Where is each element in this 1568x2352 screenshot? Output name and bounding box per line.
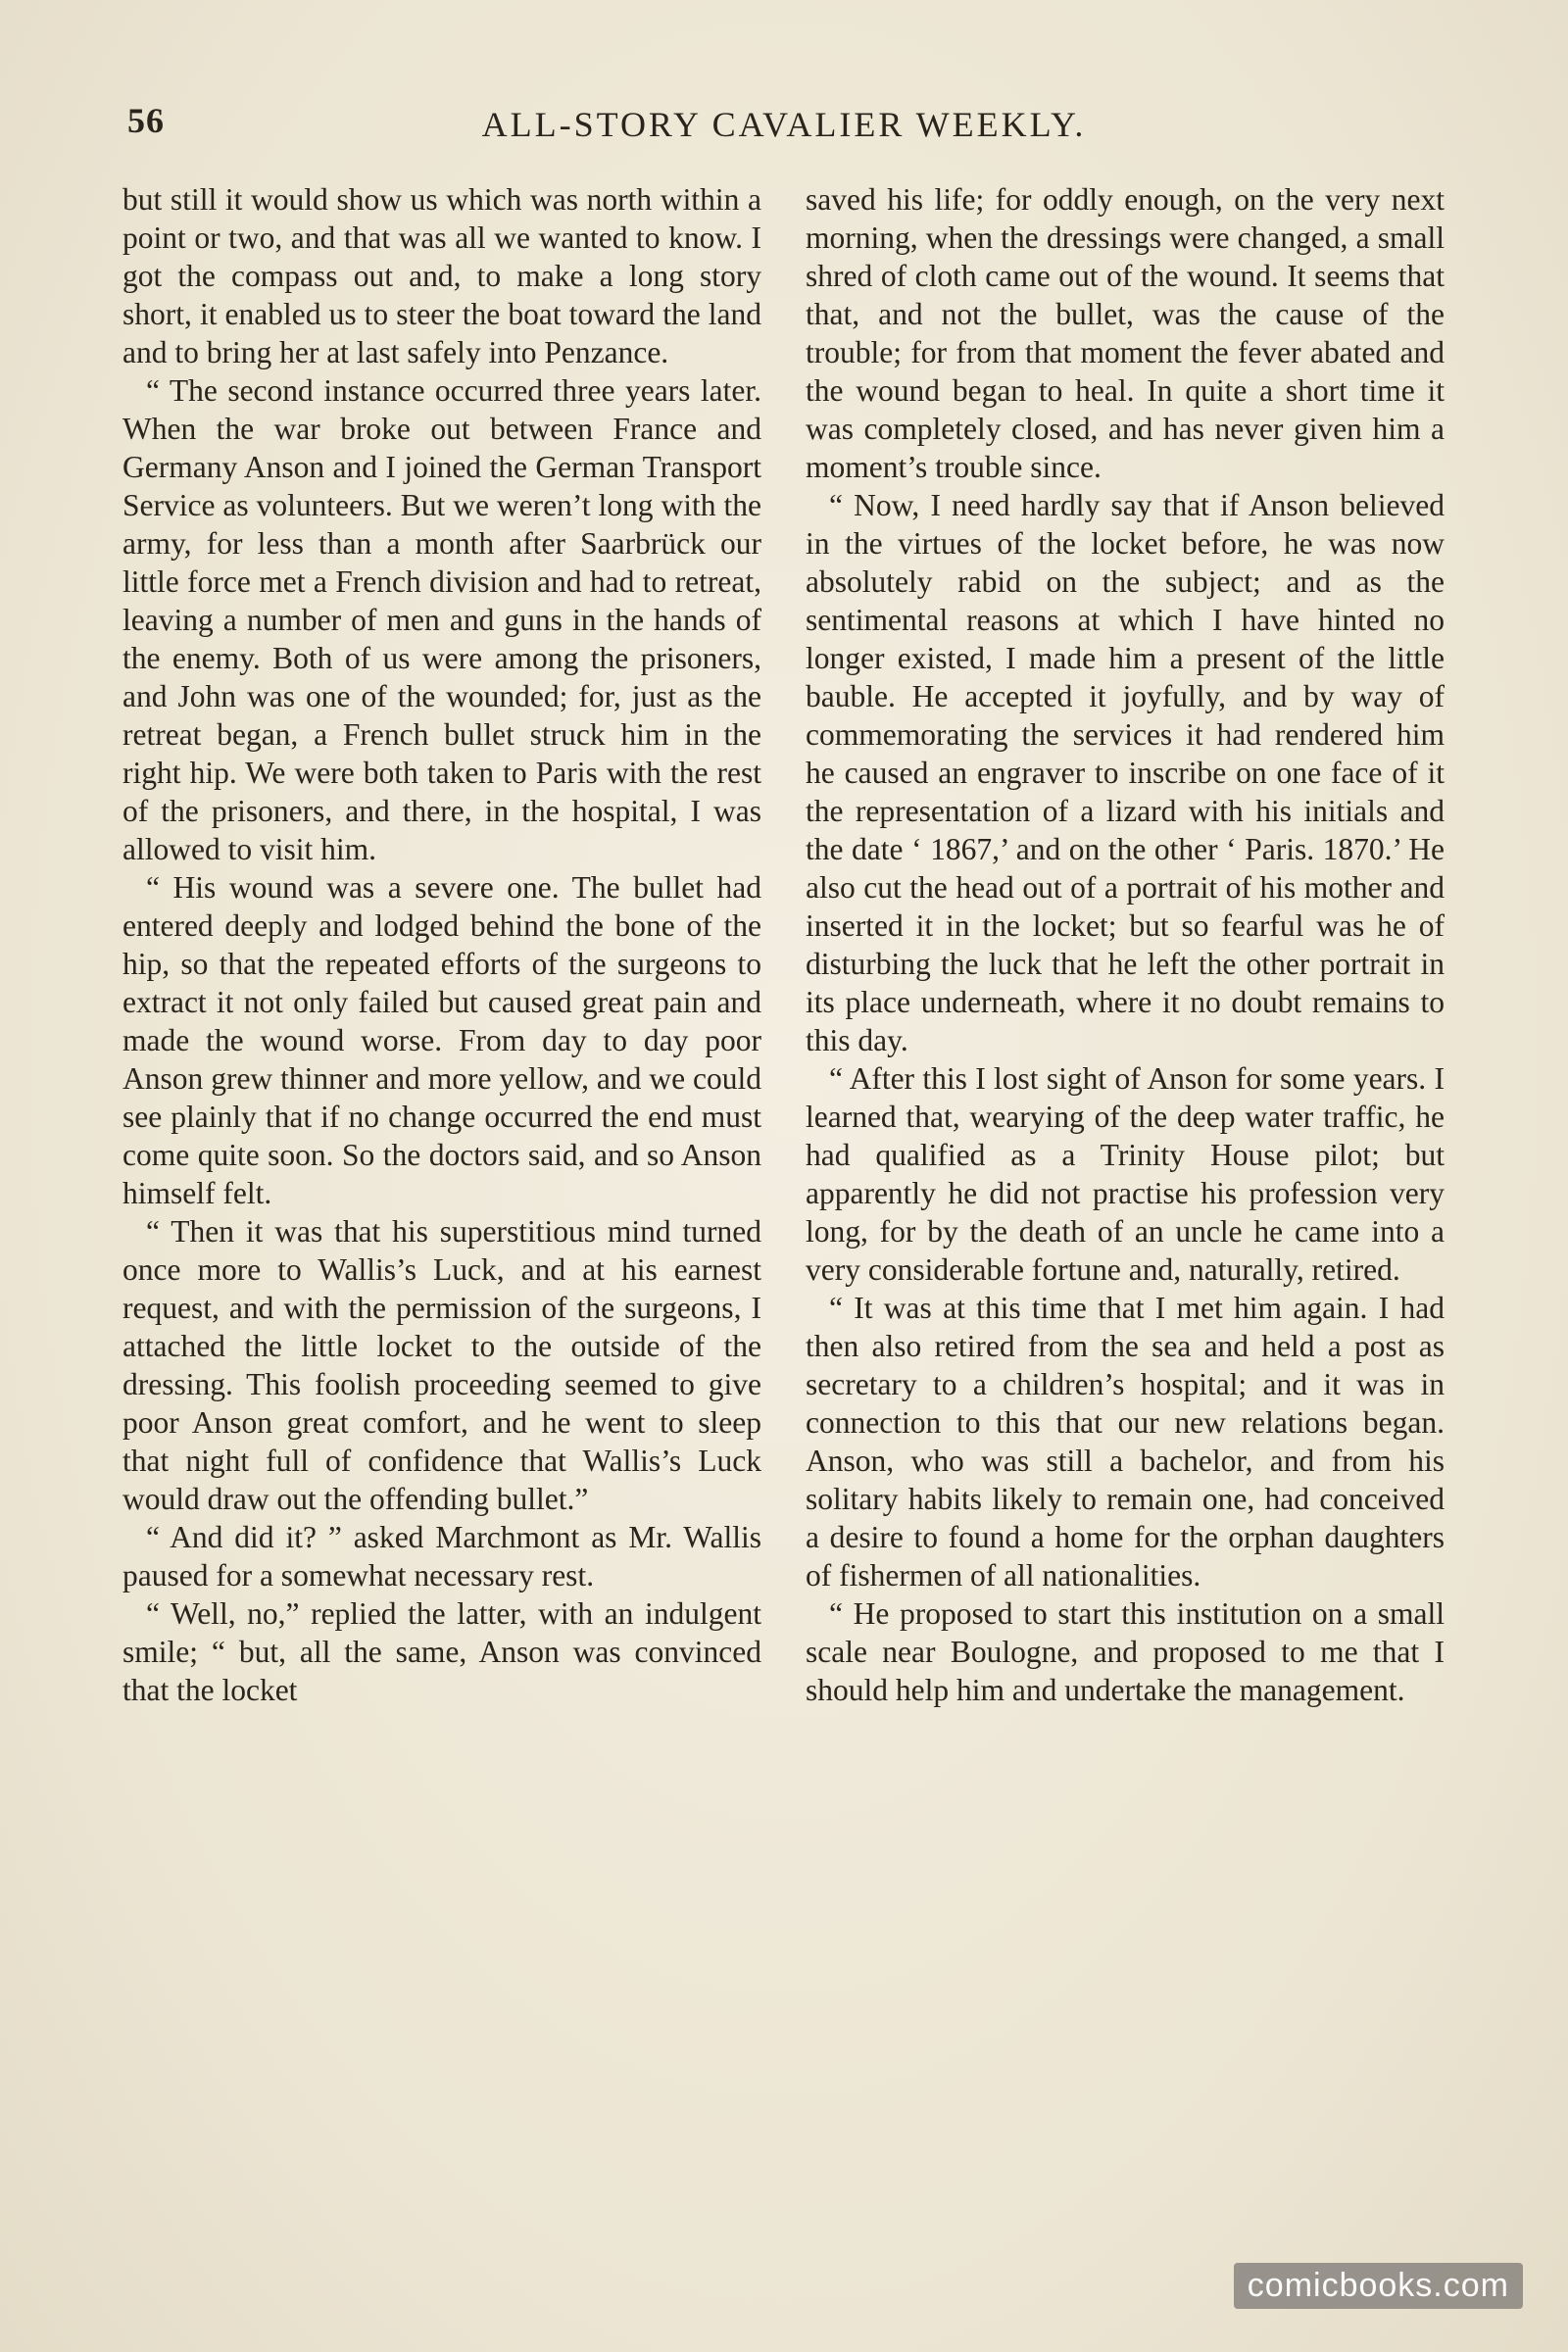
paragraph: “ Well, no,” replied the latter, with an indulgent smile; “ but, all the same, Anson was convinced that the locket	[122, 1596, 761, 1707]
paragraph: “ He proposed to start this institution on a small scale near Boulogne, and proposed to me that I should help him and undertake the management.	[806, 1596, 1445, 1707]
left-column	[122, 180, 761, 1709]
paragraph: “ And did it? ” asked Marchmont as Mr. Wallis paused for a somewhat necessary rest.	[122, 1520, 761, 1592]
paragraph: “ His wound was a severe one. The bullet had entered deeply and lodged behind the bone of the hip, so that the repeated efforts of the surgeons to extract it not only failed but caused great pain and made the wound worse. From day to day poor Anson grew thinner and more yellow, and we could see plainly that if no change occurred the end must come quite soon. So the doctors said, and so Anson himself felt.	[122, 870, 761, 1210]
paragraph: “ After this I lost sight of Anson for some years. I learned that, wearying of the deep water traffic, he had qualified as a Trinity House pilot; but apparently he did not practise his profession very long, for by the death of an uncle he came into a very considerable fortune and, naturally, retired.	[806, 1061, 1445, 1287]
paragraph: saved his life; for oddly enough, on the very next morning, when the dressings were changed, a small shred of cloth came out of the wound. It seems that that, and not the bullet, was the cause of the trouble; for from that moment the fever abated and the wound began to heal. In quite a short time it was completely closed, and has never given him a moment’s trouble since.	[806, 182, 1445, 484]
running-head: ALL-STORY CAVALIER WEEKLY.	[481, 105, 1087, 144]
page-number: 56	[127, 101, 165, 140]
paragraph: “ The second instance occurred three years later. When the war broke out between France and Germany Anson and I joined the German Transport Service as volunteers. But we weren’t long with the army, for less than a month after Saarbrück our little force met a French division and had to retreat, leaving a number of men and guns in the hands of the enemy. Both of us were among the prisoners, and John was one of the wounded; for, just as the retreat began, a French bullet struck him in the right hip. We were both taken to Paris with the rest of the prisoners, and there, in the hospital, I was allowed to visit him.	[122, 373, 761, 866]
page-header	[118, 100, 1450, 159]
paragraph: “ Then it was that his superstitious mind turned once more to Wallis’s Luck, and at his earnest request, and with the permission of the surgeons, I attached the little locket to the outside of the dressing. This foolish proceeding seemed to give poor Anson great comfort, and he went to sleep that night full of confidence that Wallis’s Luck would draw out the offending bullet.”	[122, 1214, 761, 1516]
watermark: comicbooks.com	[1234, 2263, 1523, 2309]
paragraph: “ Now, I need hardly say that if Anson believed in the virtues of the locket before, he was now absolutely rabid on the subject; and as the sentimental reasons at which I have hinted no longer existed, I made him a present of the little bauble. He accepted it joyfully, and by way of commemorating the services it had rendered him he caused an engraver to inscribe on one face of it the representation of a lizard with his initials and the date ‘ 1867,’ and on the other ‘ Paris. 1870.’ He also cut the head out of a portrait of his mother and inserted it in the locket; but so fearful was he of disturbing the luck that he left the other portrait in its place underneath, where it no doubt remains to this day.	[806, 488, 1445, 1057]
right-column	[806, 180, 1445, 1709]
paragraph: but still it would show us which was north within a point or two, and that was all we wanted to know. I got the compass out and, to make a long story short, it enabled us to steer the boat toward the land and to bring her at last safely into Penzance.	[122, 182, 761, 369]
paragraph: “ It was at this time that I met him again. I had then also retired from the sea and held a post as secretary to a children’s hospital; and it was in connection to this that our new relations began. Anson, who was still a bachelor, and from his solitary habits likely to remain one, had conceived a desire to found a home for the orphan daughters of fishermen of all nationalities.	[806, 1291, 1445, 1592]
